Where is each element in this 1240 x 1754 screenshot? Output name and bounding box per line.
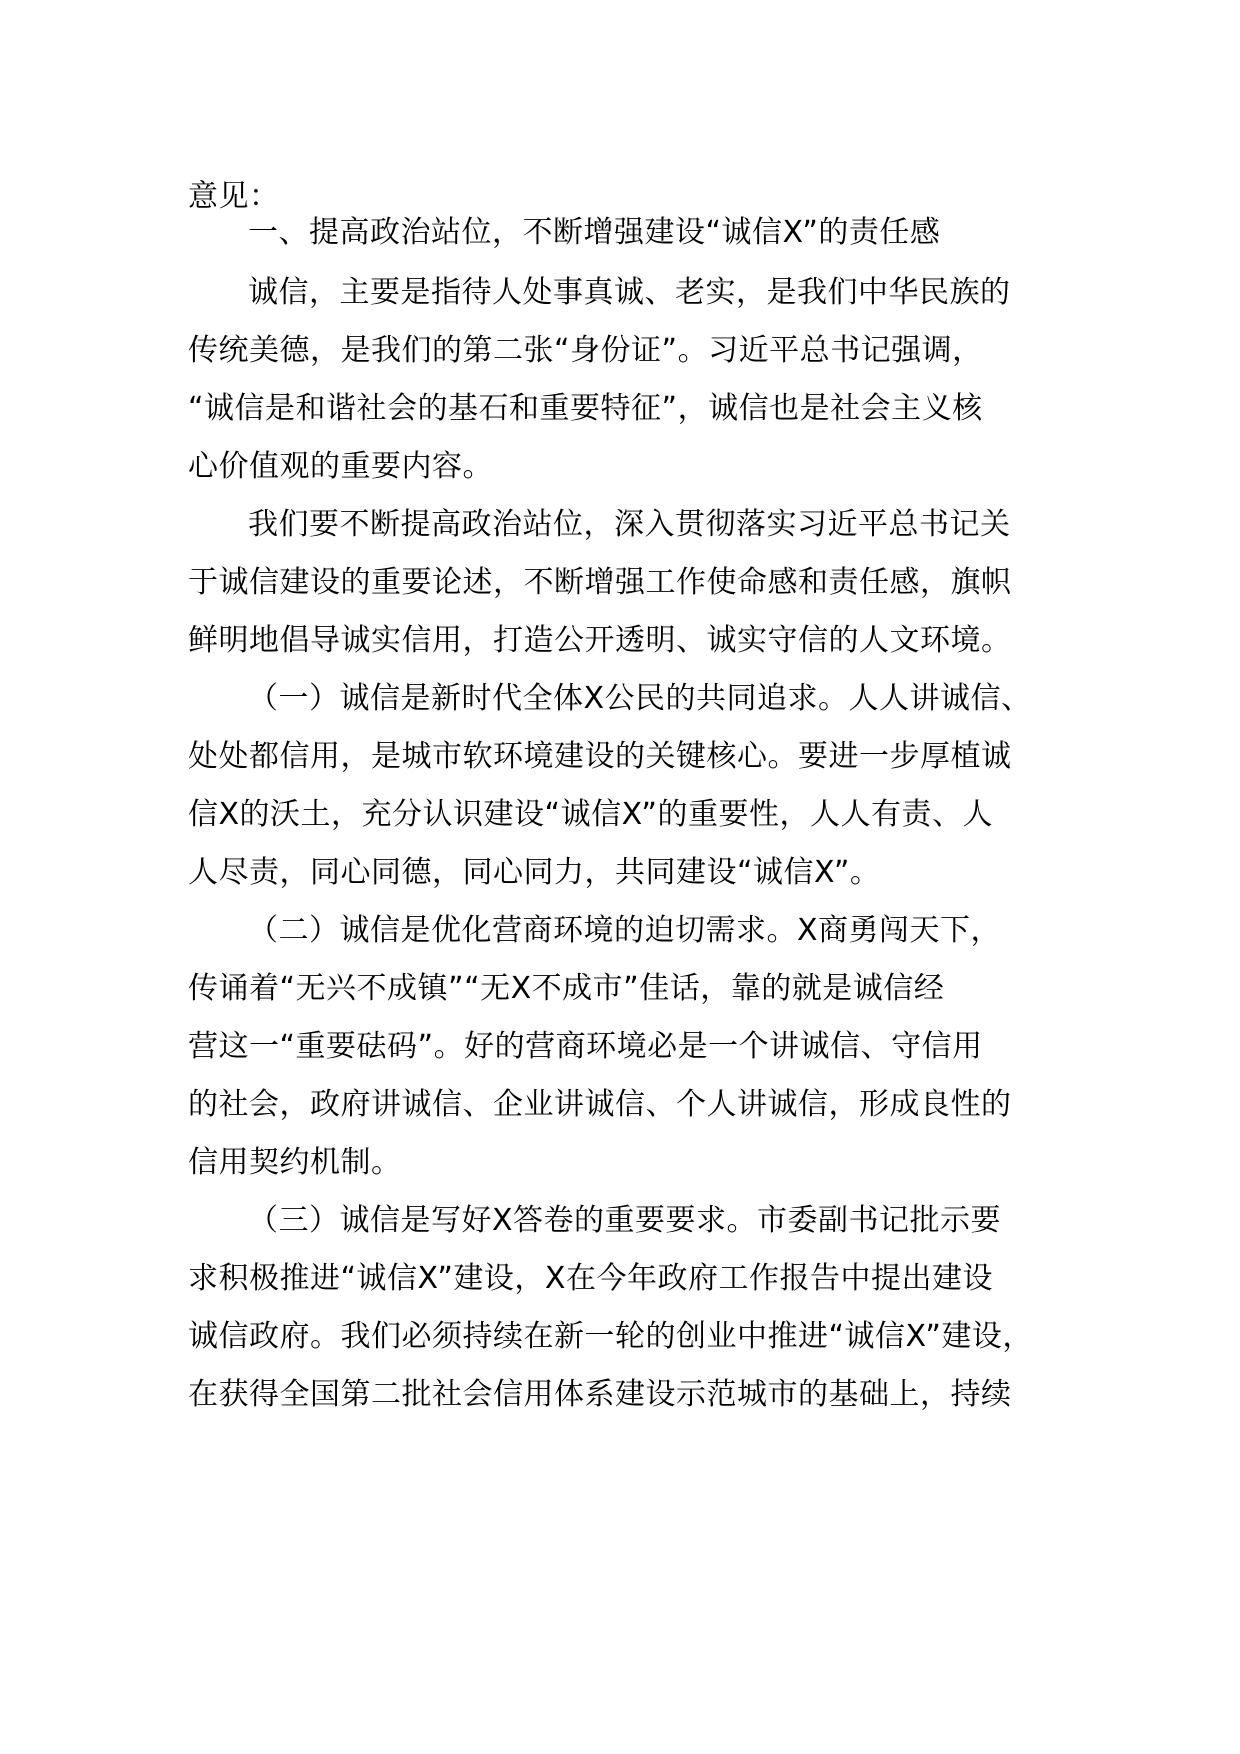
- paragraph-line: 信X的沃土，充分认识建设“诚信X”的重要性，人人有责、人: [188, 797, 993, 832]
- subsection-line: （一）诚信是新时代全体X公民的共同追求。人人讲诚信、: [248, 681, 1032, 716]
- paragraph-line: 传诵着“无兴不成镇”“无X不成市”佳话，靠的就是诚信经: [188, 971, 945, 1006]
- paragraph-line: 处处都信用，是城市软环境建设的关键核心。要进一步厚植诚: [188, 739, 1012, 774]
- paragraph-line: 诚信政府。我们必须持续在新一轮的创业中推进“诚信X”建设，: [188, 1319, 1033, 1354]
- paragraph-line: 心价值观的重要内容。: [188, 449, 493, 484]
- paragraph-line: 人尽责，同心同德，同心同力，共同建设“诚信X”。: [188, 855, 881, 890]
- paragraph-line: 传统美德，是我们的第二张“身份证”。习近平总书记强调，: [188, 333, 983, 368]
- paragraph-line: 求积极推进“诚信X”建设，X在今年政府工作报告中提出建设: [188, 1261, 993, 1296]
- paragraph-line: 的社会，政府讲诚信、企业讲诚信、个人讲诚信，形成良性的: [188, 1087, 1012, 1122]
- paragraph-line: 鲜明地倡导诚实信用，打造公开透明、诚实守信的人文环境。: [188, 623, 1012, 658]
- subsection-line: （三）诚信是写好X答卷的重要要求。市委副书记批示要: [248, 1203, 1002, 1238]
- opening-line: 意见：: [188, 179, 280, 214]
- paragraph-line: 营这一“重要砝码”。好的营商环境必是一个讲诚信、守信用: [188, 1029, 983, 1064]
- section-heading: 一、提高政治站位，不断增强建设“诚信X”的责任感: [248, 215, 941, 250]
- paragraph-line: 信用契约机制。: [188, 1145, 402, 1180]
- paragraph-line: “诚信是和谐社会的基石和重要特征”，诚信也是社会主义核: [188, 391, 983, 426]
- paragraph-line: 诚信，主要是指待人处事真诚、老实，是我们中华民族的: [248, 275, 1011, 310]
- paragraph-line: 我们要不断提高政治站位，深入贯彻落实习近平总书记关: [248, 507, 1011, 542]
- paragraph-line: 在获得全国第二批社会信用体系建设示范城市的基础上，持续: [188, 1377, 1012, 1412]
- subsection-line: （二）诚信是优化营商环境的迫切需求。X商勇闯天下，: [248, 913, 1002, 948]
- paragraph-line: 于诚信建设的重要论述，不断增强工作使命感和责任感，旗帜: [188, 565, 1012, 600]
